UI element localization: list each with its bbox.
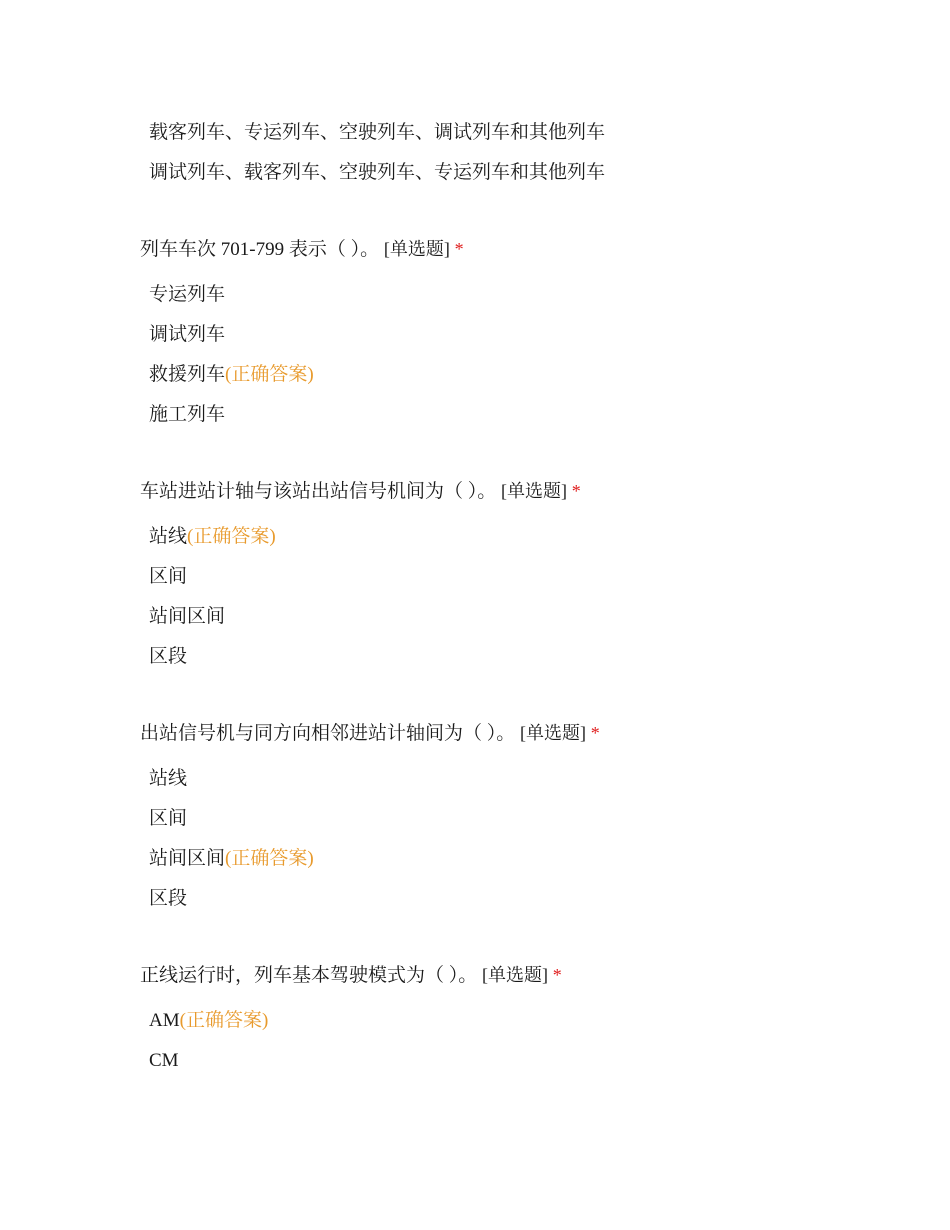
option-text: 调试列车、载客列车、空驶列车、专运列车和其他列车 [149, 162, 606, 183]
option-list [149, 281, 464, 429]
option-item [149, 765, 600, 793]
question-type-label: [单选题] [501, 481, 568, 501]
question-block [140, 477, 581, 671]
question-text: 正线运行时，列车基本驾驶模式为（ ）。 [140, 965, 478, 986]
required-star: * [454, 239, 464, 259]
question-type-label: [单选题] [520, 723, 587, 743]
option-item [149, 885, 600, 913]
question-block [140, 719, 600, 913]
question-text: 列车车次 701-799 表示（ ）。 [140, 239, 380, 260]
option-text: 调试列车 [149, 324, 226, 345]
option-text: 施工列车 [149, 404, 226, 425]
option-item [149, 119, 605, 147]
option-text: CM [149, 1050, 179, 1071]
option-text: 区间 [149, 808, 188, 829]
previous-question-options [149, 119, 605, 199]
option-text: 区段 [149, 888, 188, 909]
option-item [149, 805, 600, 833]
option-item [149, 603, 581, 631]
option-item [149, 563, 581, 591]
correct-answer-tag: (正确答案) [225, 364, 314, 385]
required-star: * [552, 965, 562, 985]
option-list [149, 1007, 562, 1075]
option-text: AM [149, 1010, 180, 1031]
option-text: 载客列车、专运列车、空驶列车、调试列车和其他列车 [149, 122, 606, 143]
question-text: 出站信号机与同方向相邻进站计轴间为（ ）。 [140, 723, 516, 744]
option-item [149, 523, 581, 551]
option-text: 区段 [149, 646, 188, 667]
option-item [149, 159, 605, 187]
option-list [149, 765, 600, 913]
option-text: 区间 [149, 566, 188, 587]
question-title-row [140, 719, 600, 747]
option-item [149, 1007, 562, 1035]
option-text: 站线 [149, 526, 188, 547]
question-title-row [140, 477, 581, 505]
question-title-row [140, 235, 464, 263]
required-star: * [571, 481, 581, 501]
option-text: 专运列车 [149, 284, 226, 305]
correct-answer-tag: (正确答案) [187, 526, 276, 547]
option-item [149, 1047, 562, 1075]
option-text: 救援列车 [149, 364, 226, 385]
option-item [149, 321, 464, 349]
correct-answer-tag: (正确答案) [225, 848, 314, 869]
option-item [149, 845, 600, 873]
question-type-label: [单选题] [383, 239, 450, 259]
question-title-row [140, 961, 562, 989]
question-text: 车站进站计轴与该站出站信号机间为（ ）。 [140, 481, 497, 502]
question-block [140, 235, 464, 429]
question-type-label: [单选题] [482, 965, 549, 985]
option-list [149, 523, 581, 671]
option-item [149, 643, 581, 671]
correct-answer-tag: (正确答案) [179, 1010, 269, 1031]
required-star: * [590, 723, 600, 743]
option-item [149, 361, 464, 389]
option-text: 站间区间 [149, 606, 226, 627]
option-text: 站线 [149, 768, 188, 789]
option-item [149, 401, 464, 429]
option-text: 站间区间 [149, 848, 226, 869]
question-block [140, 961, 562, 1075]
option-item [149, 281, 464, 309]
